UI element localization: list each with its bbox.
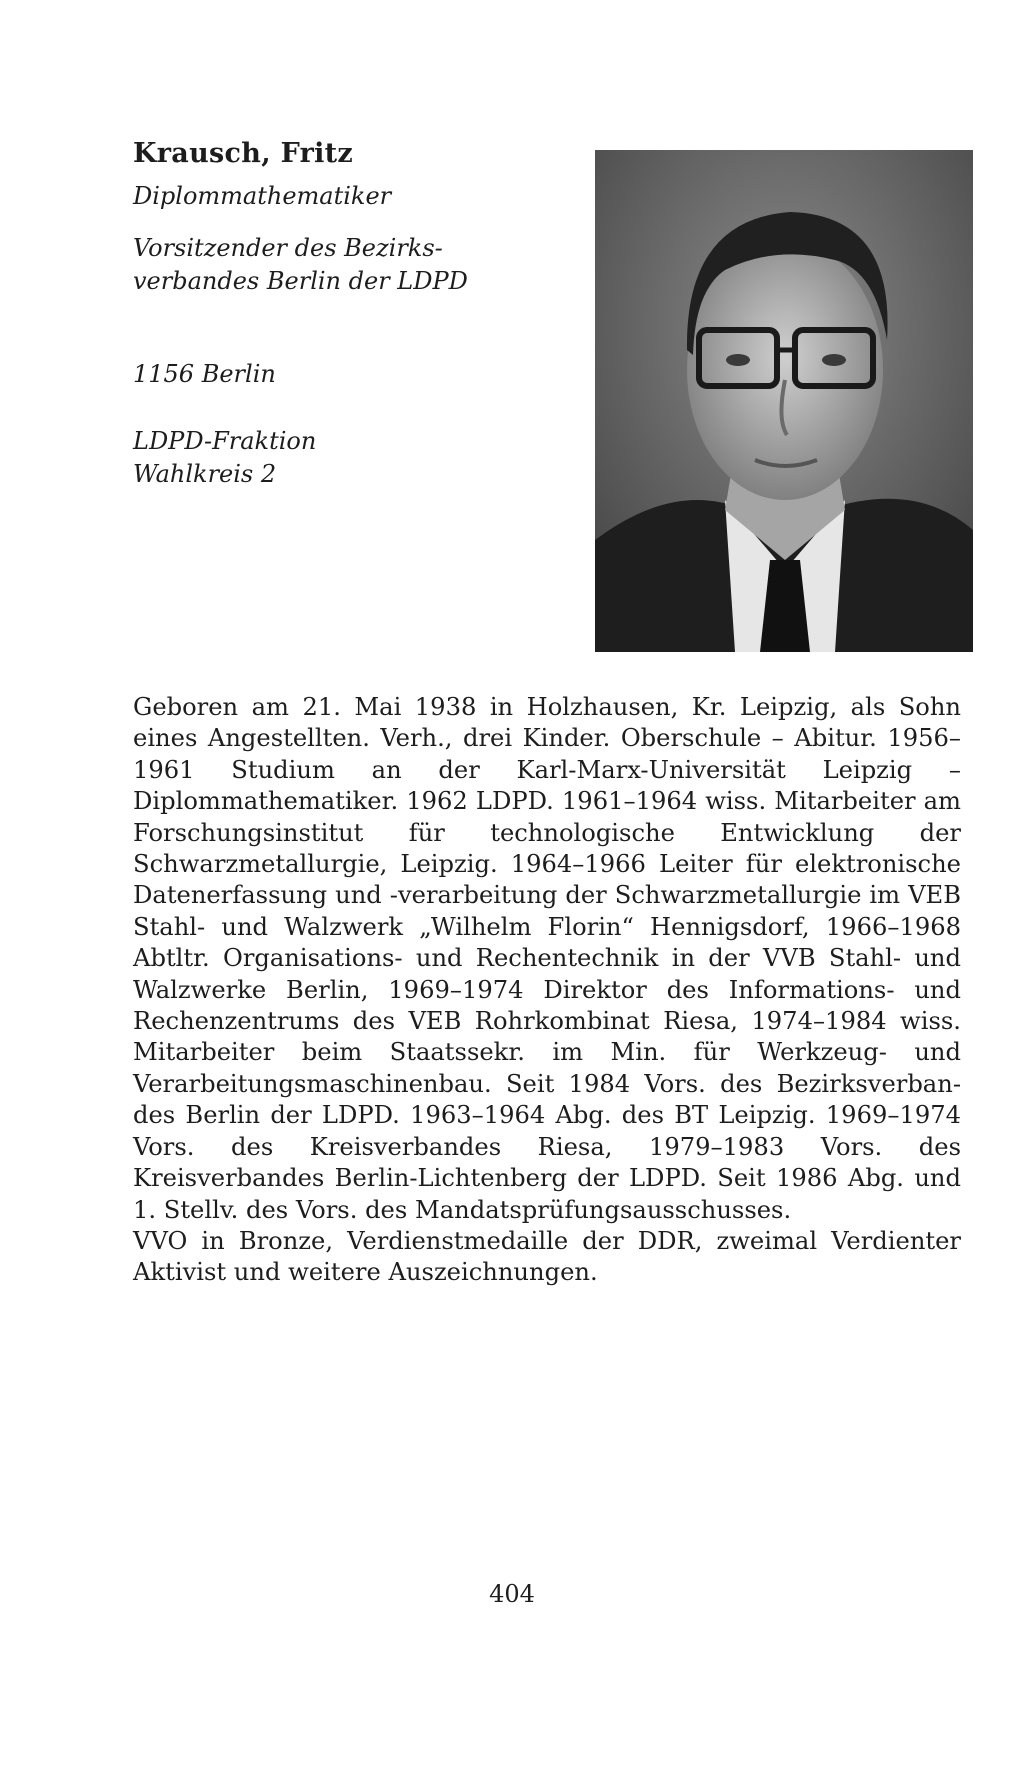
biography-awards: VVO in Bronze, Verdienstmedaille der DDR, zweimal Verdienter Aktivist und weitere Auszeichnungen. [133, 1226, 961, 1287]
biography-career: Geboren am 21. Mai 1938 in Holzhausen, Kr. Leipzig, als Sohn eines Angestellten. Verh., drei Kinder. Oberschule – Abitur. 1956–1961 Studium an der Karl-Marx-Universität Leipzig – Diplommathematiker. 1962 LDPD. 1961–1964 wiss. Mitarbeiter am Forschungsinstitut für technologische Entwicklung der Schwarzmetallurgie, Leipzig. 1964–1966 Leiter für elektronische Datenerfassung und -verarbeitung der Schwarzmetallurgie im VEB Stahl- und Walzwerk „Wilhelm Florin“ Hennigsdorf, 1966–1968 Abtltr. Organisations- und Rechentechnik in der VVB Stahl- und Walzwerke Berlin, 1969–1974 Direktor des Informations- und Rechenzentrums des VEB Rohrkombinat Riesa, 1974–1984 wiss. Mitarbeiter beim Staatssekr. im Min. für Werkzeug- und Verarbeitungsmaschinenbau. Seit 1984 Vors. des Bezirksverbandes Berlin der LDPD. 1963–1964 Abg. des BT Leipzig. 1969–1974 Vors. des Kreisverbandes Riesa, 1979–1983 Vors. des Kreisverbandes Berlin-Lichtenberg der LDPD. Seit 1986 Abg. und 1. Stellv. des Vors. des Mandatsprüfungsausschusses. [133, 693, 961, 1224]
portrait-photo [595, 150, 973, 652]
position-line-2: verbandes Berlin der LDPD [133, 267, 468, 295]
profession: Diplommathematiker [133, 182, 392, 210]
position-block [133, 232, 468, 298]
faction-block [133, 425, 316, 491]
page-number: 404 [489, 1580, 535, 1608]
person-name: Krausch, Fritz [133, 138, 354, 169]
faction: LDPD-Fraktion [133, 427, 317, 455]
position-line-1: Vorsitzender des Bezirks- [133, 234, 443, 262]
location: 1156 Berlin [133, 360, 276, 388]
biography [133, 692, 961, 1289]
constituency: Wahlkreis 2 [133, 460, 277, 488]
